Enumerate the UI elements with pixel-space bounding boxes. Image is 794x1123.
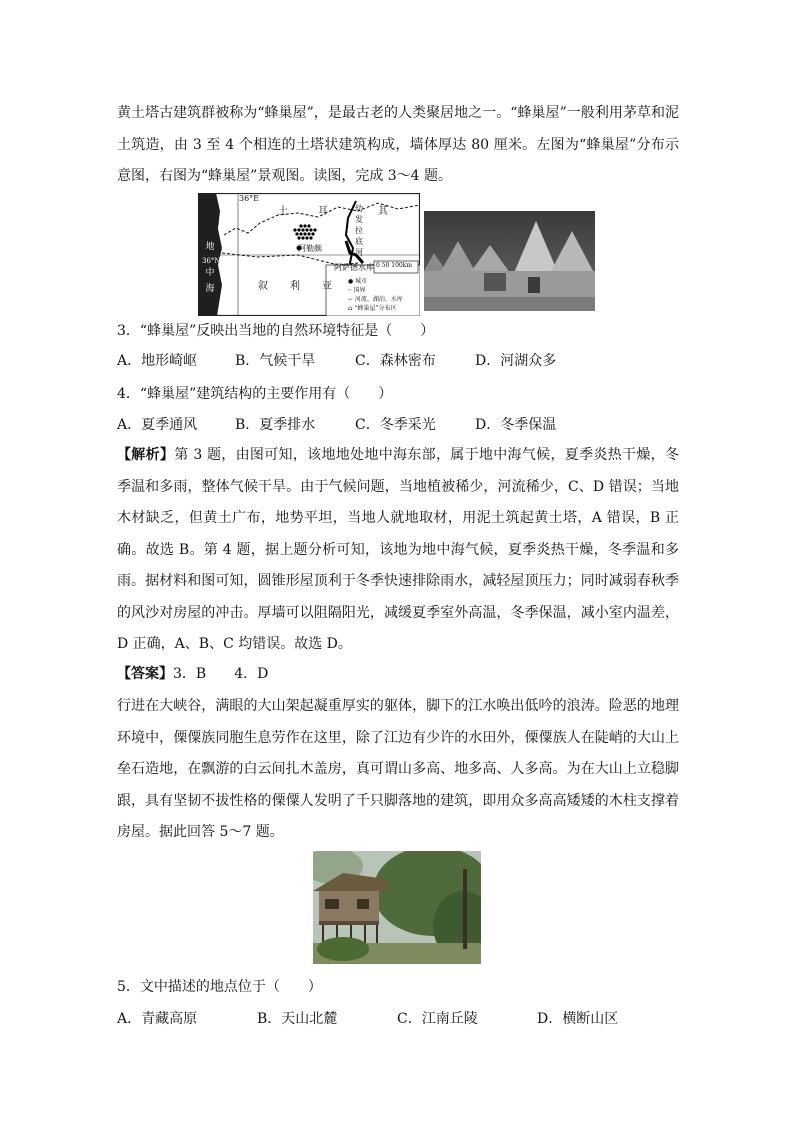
q5-option-d[interactable]: D．横断山区 [537, 1011, 619, 1027]
intro-paragraph: 黄土塔古建筑群被称为“蜂巢屋”，是最古老的人类聚居地之一。“蜂巢屋”一般利用茅草和泥土筑造，由 3 至 4 个相连的土塔状建筑构成，墙体厚达 80 厘米。左图为“蜂巢屋”分布示意图，右图为“蜂巢屋”景观图。读图，完成 3～4 题。 [117, 105, 679, 184]
q5-options [117, 1008, 618, 1028]
stilt-photo-svg [313, 851, 481, 964]
answer-line [117, 663, 268, 683]
lat-label: 36°N [202, 257, 221, 265]
q4-option-c[interactable]: C．冬季采光 [355, 417, 436, 433]
q3-option-a[interactable]: A．地形崎岖 [117, 353, 198, 369]
passage-paragraph: 行进在大峡谷，满眼的大山架起凝重厚实的躯体，脚下的江水唤出低吟的浪涛。险恶的地理环境中，傈僳族同胞生息劳作在这里，除了江边有少许的水田外，傈僳族人在陡峭的大山上垒石造地，在飘游的白云间扎木盖房，真可谓山多高、地多高、人多高。为在大山上立稳脚跟，具有坚韧不拔性格的傈僳人发明了千只脚落地的建筑，即用众多高高矮矮的木柱支撑着房屋。据此回答 5～7 题。 [117, 698, 679, 840]
reservoir-label: 阿萨德水库 [334, 263, 374, 272]
q5-option-c[interactable]: C．江南丘陵 [397, 1011, 478, 1027]
country-north-label: 土 耳 其 [278, 206, 388, 217]
beehive-photo-svg [424, 211, 595, 311]
lon-label: 36°E [239, 194, 260, 203]
scale-label: 0 50 100km [376, 262, 413, 269]
q4-option-d[interactable]: D．冬季保温 [475, 417, 557, 433]
q5-option-b[interactable]: B．天山北麓 [257, 1011, 338, 1027]
analysis-text: 第 3 题，由图可知，该地地处地中海东部，属于地中海气候，夏季炎热干燥，冬季温和多雨，整体气候干旱。由于气候问题，当地植被稀少，河流稀少，C、D 错误；当地木材缺乏，但黄土广布，地势平坦，当地人就地取材，用泥土筑起黄土塔，A 错误，B 正确。故选 B。第 4 题，据上题分析可知，该地为地中海气候，夏季炎热干燥，冬季温和多雨。据材料和图可知，圆锥形屋顶利于冬季快速排除雨水，减轻屋顶压力；同时减弱春秋季的风沙对房屋的冲击。厚墙可以阻隔阳光，减缓夏季室外高温，冬季保温，减小室内温差，D 正确，A、B、C 均错误。故选 D。 [117, 447, 679, 652]
q4-option-a[interactable]: A．夏季通风 [117, 417, 198, 433]
q3-option-d[interactable]: D．河湖众多 [475, 353, 557, 369]
map-legend: ● 城市 ┄ 国界 ∽ 河流、湖泊、水库 ⌂ “蜂巢屋”分布区 [348, 278, 403, 312]
q3-option-c[interactable]: C．森林密布 [355, 353, 436, 369]
analysis-paragraph [117, 440, 679, 661]
q4-stem: 4．“蜂巢屋”建筑结构的主要作用有（ ） [117, 386, 393, 402]
analysis-tag: 【解析】 [117, 447, 175, 463]
q3-stem: 3．“蜂巢屋”反映出当地的自然环境特征是（ ） [117, 323, 435, 339]
country-south-label: 叙 利 亚 [258, 281, 332, 292]
river-label: 幼 发 拉 底 河 [355, 204, 363, 257]
answer-tag: 【答案】 [117, 666, 173, 682]
q3-option-b[interactable]: B．气候干旱 [235, 353, 316, 369]
q5-stem: 5．文中描述的地点位于（ ） [117, 979, 322, 995]
q3-options [117, 350, 556, 370]
q5-option-a[interactable]: A．青藏高原 [117, 1011, 198, 1027]
q4-option-b[interactable]: B．夏季排水 [235, 417, 316, 433]
q4-options [117, 414, 556, 434]
sea-label: 地 中 海 [205, 242, 215, 294]
distribution-map [198, 193, 420, 316]
stilt-house-photo [313, 851, 481, 964]
beehive-house-photo [424, 211, 595, 311]
answer-text: 3．B 4．D [173, 666, 269, 682]
city-label: 阿勒颇 [298, 244, 322, 253]
